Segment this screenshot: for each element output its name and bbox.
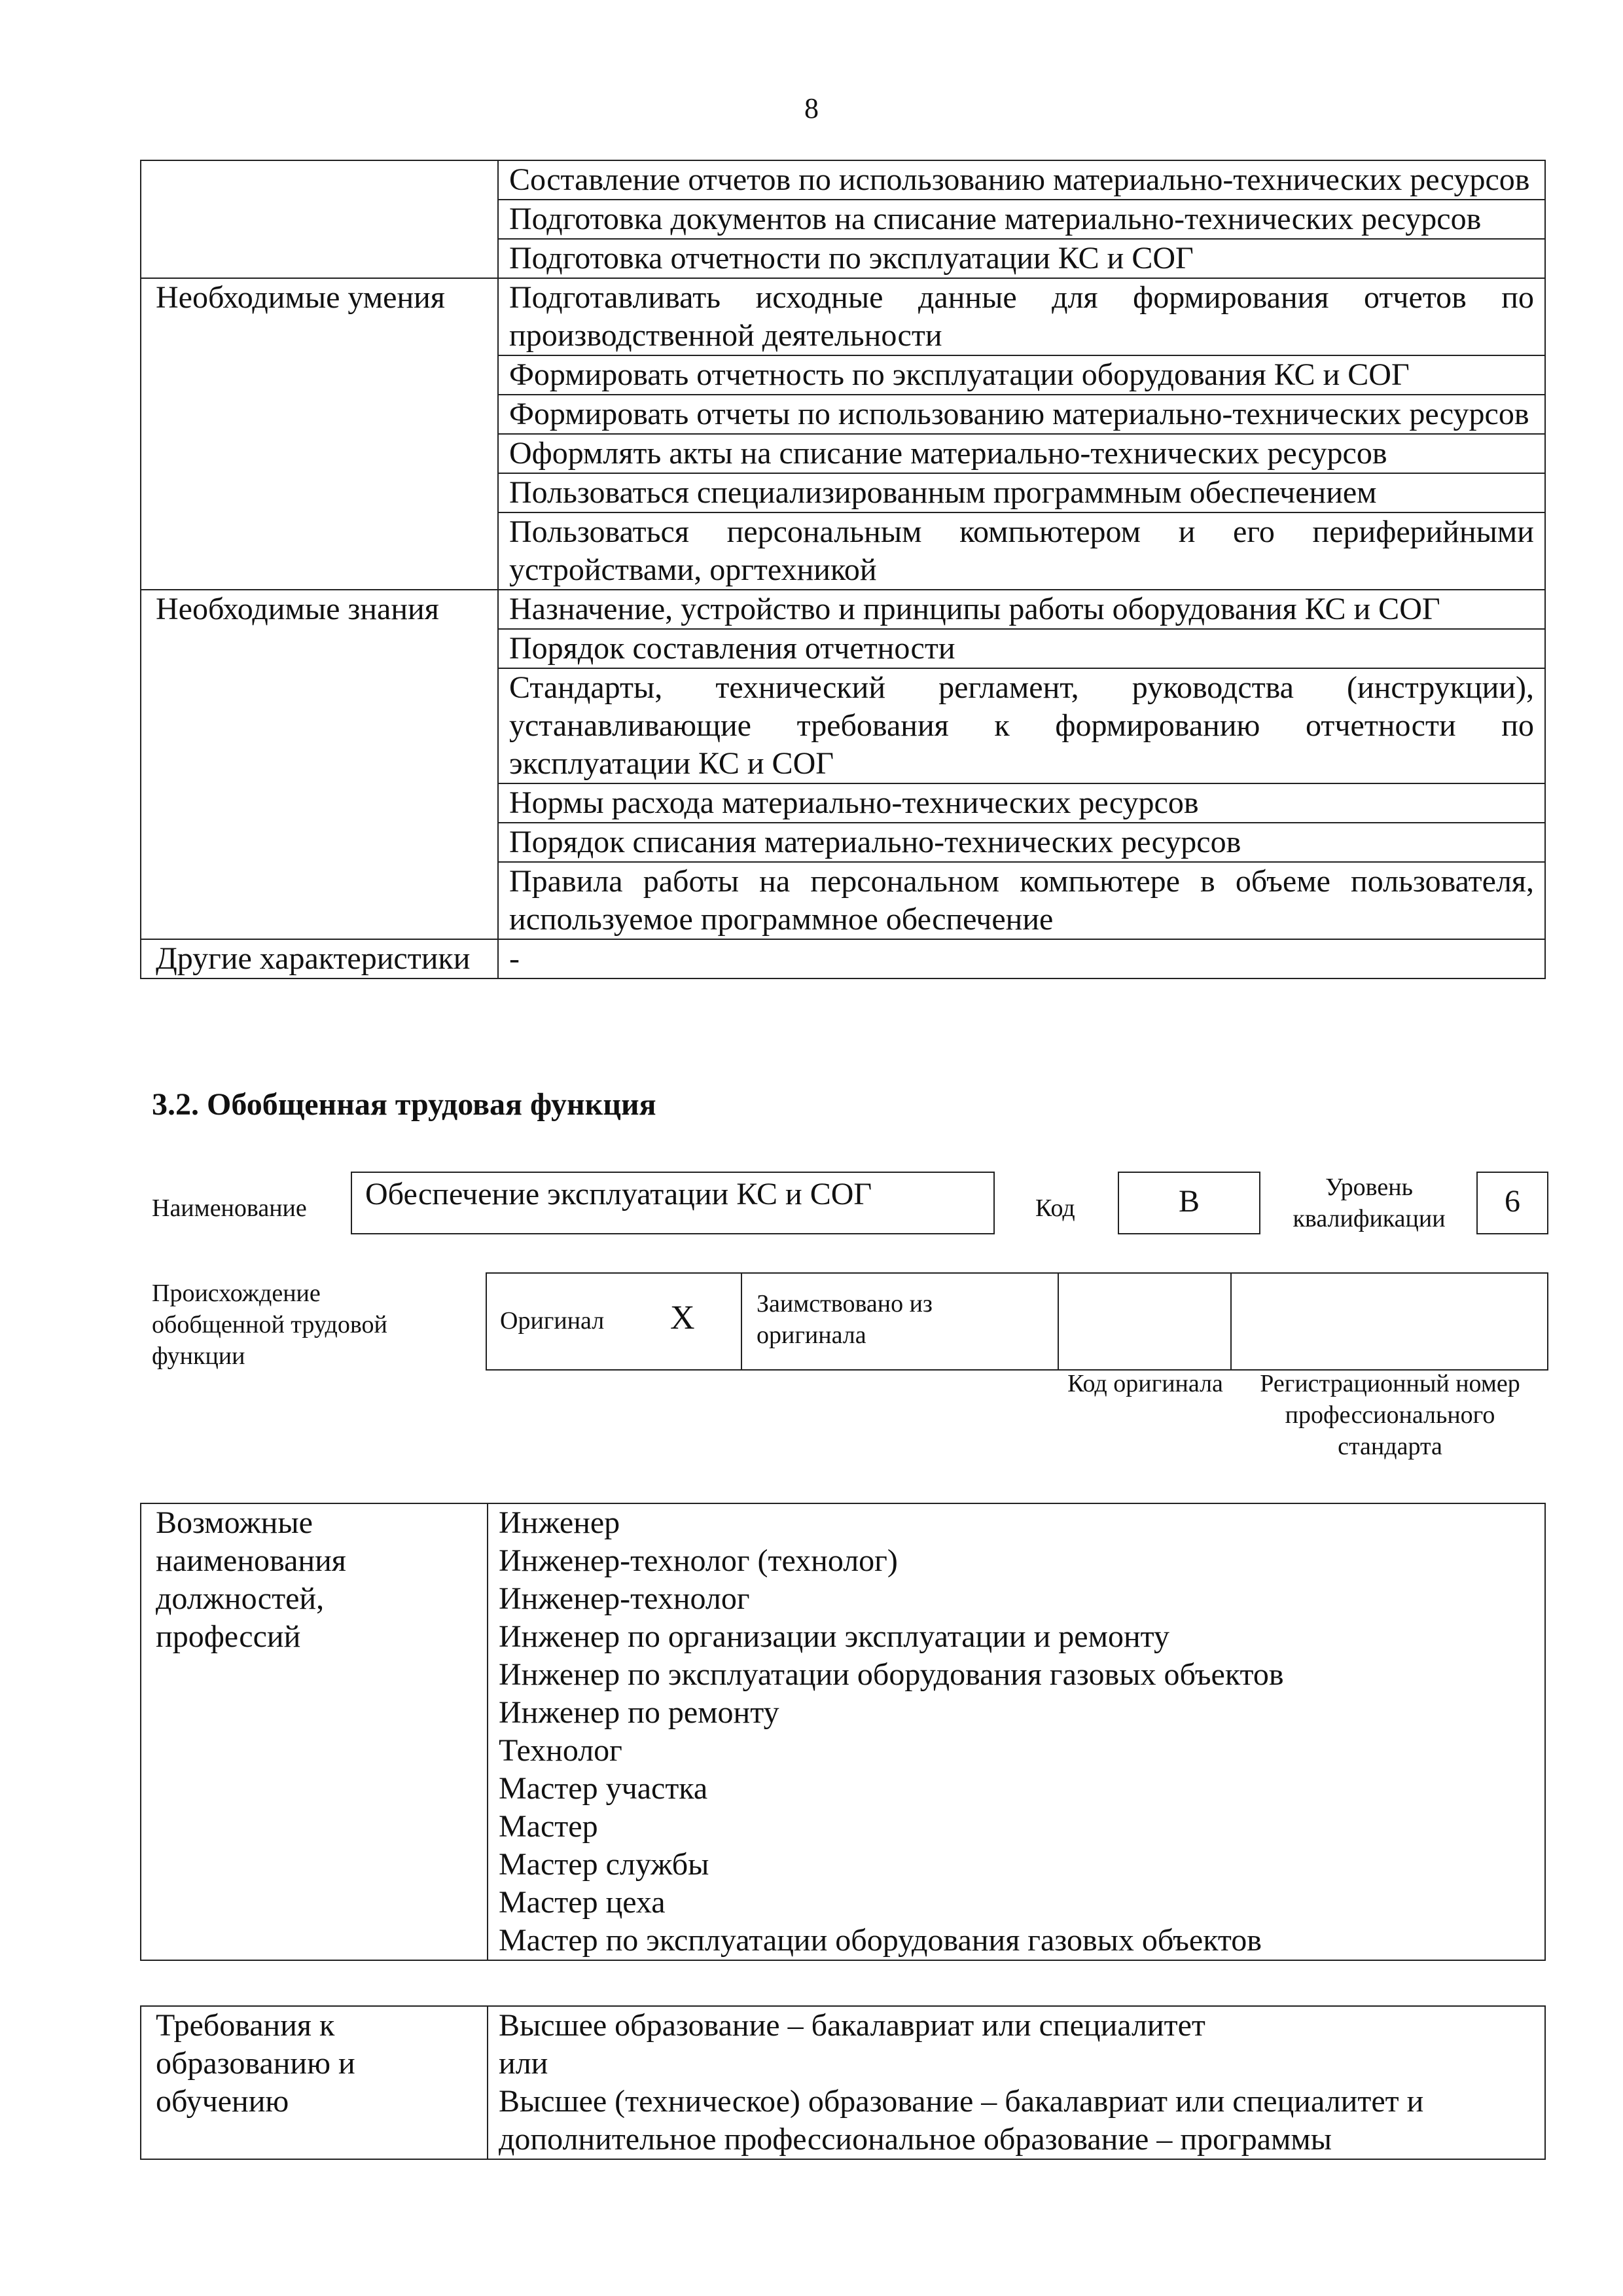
position-item: Инженер-технолог (технолог) <box>499 1543 898 1578</box>
row-item: Порядок составления отчетности <box>498 629 1545 668</box>
position-item: Инженер по ремонту <box>499 1695 779 1730</box>
row-item: Оформлять акты на списание материально-технических ресурсов <box>498 434 1545 473</box>
education-item: Высшее образование – бакалавриат или специалитет <box>499 2008 1205 2043</box>
code-box <box>1118 1172 1260 1234</box>
level-box <box>1476 1172 1548 1234</box>
name-label: Наименование <box>152 1194 307 1222</box>
row-item: Формировать отчеты по использованию материально-технических ресурсов <box>498 395 1545 434</box>
row-label: Другие характеристики <box>141 939 498 978</box>
education-list <box>488 2006 1545 2159</box>
education-item: или <box>499 2046 548 2081</box>
code-label: Код <box>1035 1194 1075 1222</box>
row-item: Пользоваться специализированным программным обеспечением <box>498 473 1545 512</box>
page-number: 8 <box>804 92 819 124</box>
row-item: Стандарты, технический регламент, руководства (инструкции), устанавливающие требования к формированию отчетности по эксплуатации КС и СОГ <box>498 668 1545 783</box>
original-code-cell <box>1059 1272 1232 1371</box>
row-item: Подготавливать исходные данные для формирования отчетов по производственной деятельности <box>498 278 1545 355</box>
position-item: Технолог <box>499 1733 622 1768</box>
reg-number-caption: Регистрационный номер профессионального стандарта <box>1260 1370 1520 1460</box>
row-item: Нормы расхода материально-технических ресурсов <box>498 783 1545 823</box>
position-item: Мастер службы <box>499 1847 709 1882</box>
origin-label: Происхождение обобщенной трудовой функции <box>152 1280 387 1370</box>
education-item: Высшее (техническое) образование – бакалавриат или специалитет и дополнительное профессиональное образование – программы <box>499 2084 1424 2157</box>
position-item: Мастер по эксплуатации оборудования газовых объектов <box>499 1923 1262 1958</box>
row-item: Назначение, устройство и принципы работы оборудования КС и СОГ <box>498 590 1545 629</box>
original-code-caption: Код оригинала <box>1067 1370 1223 1397</box>
row-item: Подготовка отчетности по эксплуатации КС и СОГ <box>498 239 1545 278</box>
education-label: Требования к образованию и обучению <box>141 2006 488 2159</box>
row-label <box>141 160 498 278</box>
row-item: Правила работы на персональном компьютере в объеме пользователя, используемое программное обеспечение <box>498 862 1545 939</box>
row-item: Порядок списания материально-технических ресурсов <box>498 823 1545 862</box>
skills-knowledge-table <box>140 160 1546 979</box>
row-label: Необходимые знания <box>141 590 498 939</box>
position-item: Инженер <box>499 1505 620 1540</box>
code-value: B <box>1178 1184 1200 1219</box>
row-item: Подготовка документов на списание материально-технических ресурсов <box>498 200 1545 239</box>
row-label: Необходимые умения <box>141 278 498 590</box>
position-item: Инженер-технолог <box>499 1581 750 1616</box>
original-mark: X <box>670 1299 695 1336</box>
position-item: Мастер участка <box>499 1771 708 1806</box>
name-value: Обеспечение эксплуатации КС и СОГ <box>365 1177 872 1211</box>
original-label: Оригинал <box>500 1307 605 1335</box>
position-item: Мастер <box>499 1809 598 1844</box>
position-item: Инженер по эксплуатации оборудования газовых объектов <box>499 1657 1284 1692</box>
positions-table <box>140 1503 1546 1961</box>
row-item: Составление отчетов по использованию материально-технических ресурсов <box>498 160 1545 200</box>
borrowed-label: Заимствовано из оригинала <box>757 1290 933 1349</box>
row-item: - <box>498 939 1545 978</box>
position-item: Мастер цеха <box>499 1885 666 1920</box>
row-item: Формировать отчетность по эксплуатации оборудования КС и СОГ <box>498 355 1545 395</box>
positions-label: Возможные наименования должностей, профессий <box>141 1503 488 1960</box>
name-box <box>351 1172 995 1234</box>
section-heading: 3.2. Обобщенная трудовая функция <box>152 1087 656 1122</box>
positions-list <box>488 1503 1545 1960</box>
level-value: 6 <box>1505 1184 1520 1219</box>
education-table <box>140 2005 1546 2160</box>
position-item: Инженер по организации эксплуатации и ремонту <box>499 1619 1169 1654</box>
row-item: Пользоваться персональным компьютером и его периферийными устройствами, оргтехникой <box>498 512 1545 590</box>
level-label: Уровень квалификации <box>1293 1174 1446 1232</box>
